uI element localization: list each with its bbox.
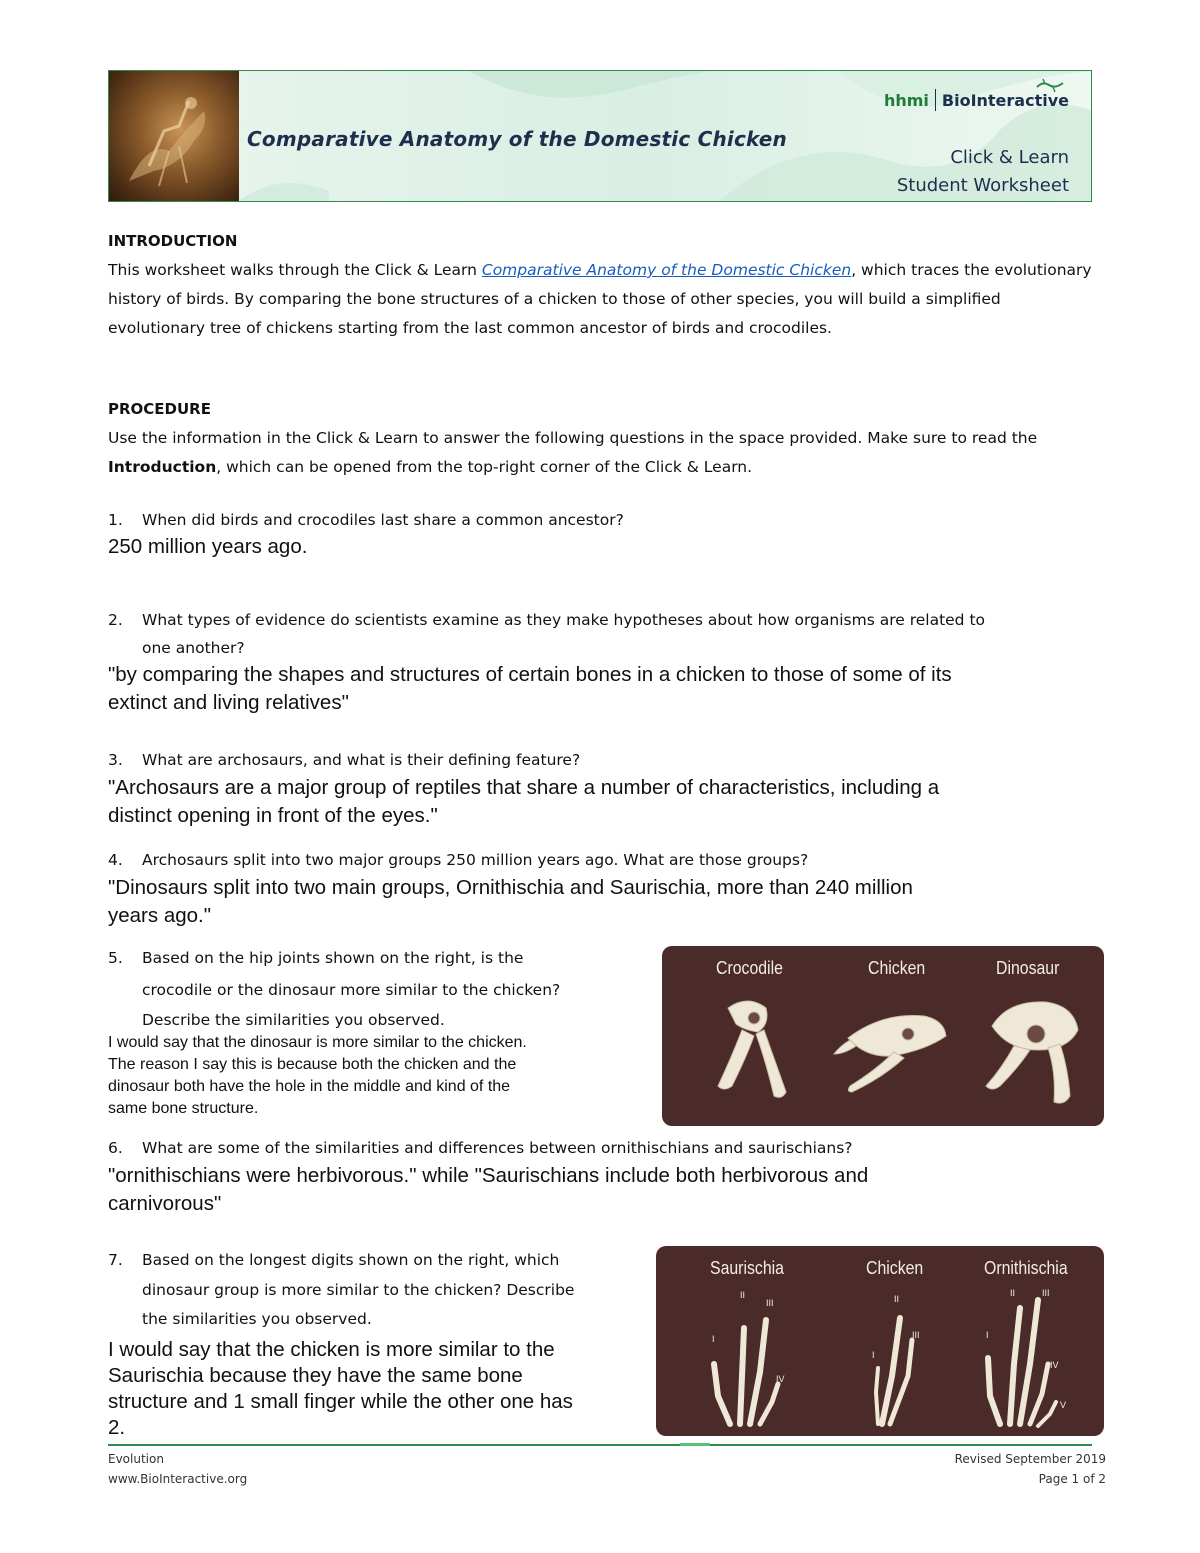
figure-label-crocodile: Crocodile bbox=[716, 958, 783, 978]
question-number: 2. bbox=[108, 611, 123, 629]
digits-figure bbox=[656, 1246, 1104, 1436]
question-number: 4. bbox=[108, 851, 123, 869]
saurischia-hand-icon bbox=[714, 1320, 778, 1424]
mark-chick-i: I bbox=[872, 1350, 875, 1360]
footer-revised: Revised September 2019 bbox=[954, 1452, 1106, 1466]
answer-7-line2[interactable]: Saurischia because they have the same bone bbox=[108, 1364, 523, 1387]
fossil-photo bbox=[109, 71, 239, 201]
answer-6-line2[interactable]: carnivorous" bbox=[108, 1192, 222, 1215]
question-text: Based on the longest digits shown on the right, which bbox=[142, 1251, 560, 1269]
mark-orn-i: I bbox=[986, 1330, 989, 1340]
question-number: 3. bbox=[108, 751, 123, 769]
intro-text-1: This worksheet walks through the Click & Learn bbox=[108, 261, 482, 279]
mark-orn-ii: II bbox=[1010, 1288, 1016, 1298]
mark-orn-iv: IV bbox=[1050, 1360, 1059, 1370]
figure-label-chicken: Chicken bbox=[868, 958, 926, 978]
answer-5-line3[interactable]: dinosaur both have the hole in the middle and kind of the bbox=[108, 1078, 511, 1095]
answer-5-line2[interactable]: The reason I say this is because both the chicken and the bbox=[108, 1056, 517, 1073]
intro-text-2: , which traces the evolutionary history of birds. By comparing the bone structures of a chicken to those of other species, you will build a simplified evolutionary tree of chickens starting from the last common ancestor of birds and crocodiles. bbox=[108, 261, 1092, 337]
mark-saur-iii: III bbox=[766, 1298, 774, 1308]
answer-4-line2[interactable]: years ago." bbox=[108, 904, 212, 927]
question-7-line3: the similarities you observed. bbox=[142, 1310, 372, 1328]
answer-7-line1[interactable]: I would say that the chicken is more similar to the bbox=[108, 1338, 555, 1361]
answer-3-line2[interactable]: distinct opening in front of the eyes." bbox=[108, 804, 438, 827]
question-text: Archosaurs split into two major groups 250 million years ago. What are those groups? bbox=[142, 851, 809, 869]
question-4 bbox=[108, 846, 808, 874]
procedure-text-2: , which can be opened from the top-right corner of the Click & Learn. bbox=[216, 458, 753, 476]
mark-orn-iii: III bbox=[1042, 1288, 1050, 1298]
brand-biointeractive: BioInteractive bbox=[941, 90, 1069, 110]
answer-2-line1[interactable]: "by comparing the shapes and structures of certain bones in a chicken to those of some of its bbox=[108, 663, 952, 686]
answer-7-line3[interactable]: structure and 1 small finger while the other one has bbox=[108, 1390, 573, 1413]
question-1 bbox=[108, 506, 624, 534]
answer-4-line1[interactable]: "Dinosaurs split into two main groups, Ornithischia and Saurischia, more than 240 million bbox=[108, 876, 913, 899]
subtitle-worksheet: Student Worksheet bbox=[896, 175, 1069, 196]
hip-bones-illustration bbox=[662, 946, 1104, 1126]
question-text: What types of evidence do scientists examine as they make hypotheses about how organisms are related to bbox=[142, 611, 986, 629]
answer-7-line4[interactable]: 2. bbox=[108, 1416, 126, 1439]
chicken-hip-icon bbox=[834, 1015, 946, 1092]
mark-orn-v: V bbox=[1060, 1400, 1067, 1410]
lizard-icon bbox=[1035, 77, 1065, 93]
mark-saur-i: I bbox=[712, 1334, 715, 1344]
ornithischia-hand-icon bbox=[988, 1300, 1056, 1426]
question-6 bbox=[108, 1134, 853, 1162]
figure-label-saurischia: Saurischia bbox=[710, 1258, 784, 1278]
brand-hhmi: hhmi bbox=[883, 90, 929, 110]
brand-divider bbox=[935, 89, 936, 111]
procedure-paragraph bbox=[108, 424, 1098, 482]
question-7 bbox=[108, 1246, 559, 1274]
answer-2-line2[interactable]: extinct and living relatives" bbox=[108, 691, 349, 714]
question-5-line2: crocodile or the dinosaur more similar to the chicken? bbox=[142, 981, 561, 999]
mark-chick-iii: III bbox=[912, 1330, 920, 1340]
dinosaur-hip-icon bbox=[986, 1002, 1078, 1103]
procedure-bold: Introduction bbox=[108, 458, 217, 476]
footer-divider bbox=[108, 1444, 1092, 1446]
procedure-heading: PROCEDURE bbox=[108, 400, 211, 418]
footer-page-number: Page 1 of 2 bbox=[1038, 1472, 1106, 1486]
procedure-text-1: Use the information in the Click & Learn to answer the following questions in the space provided. Make sure to read the bbox=[108, 429, 1038, 447]
header-banner bbox=[108, 70, 1092, 202]
question-text: What are archosaurs, and what is their defining feature? bbox=[142, 751, 581, 769]
brand-logo bbox=[884, 89, 1069, 111]
answer-6-line1[interactable]: "ornithischians were herbivorous." while "Saurischians include both herbivorous and bbox=[108, 1164, 869, 1187]
question-3 bbox=[108, 746, 580, 774]
worksheet-title: Comparative Anatomy of the Domestic Chicken bbox=[247, 127, 787, 151]
question-number: 7. bbox=[108, 1251, 123, 1269]
question-2-line2: one another? bbox=[142, 639, 245, 657]
figure-label-dinosaur: Dinosaur bbox=[996, 958, 1060, 978]
chicken-hand-icon bbox=[876, 1318, 912, 1424]
footer-website[interactable]: www.BioInteractive.org bbox=[108, 1472, 248, 1486]
mark-saur-iv: IV bbox=[776, 1374, 785, 1384]
question-number: 5. bbox=[108, 949, 123, 967]
fossil-image bbox=[109, 71, 239, 201]
digits-illustration bbox=[656, 1246, 1104, 1436]
answer-5-line4[interactable]: same bone structure. bbox=[108, 1100, 259, 1117]
answer-5-line1[interactable]: I would say that the dinosaur is more similar to the chicken. bbox=[108, 1034, 527, 1051]
footer-divider-accent bbox=[680, 1443, 710, 1446]
question-text: What are some of the similarities and differences between ornithischians and saurischians? bbox=[142, 1139, 853, 1157]
crocodile-hip-icon bbox=[718, 1001, 786, 1097]
question-number: 6. bbox=[108, 1139, 123, 1157]
question-text: Based on the hip joints shown on the right, is the bbox=[142, 949, 524, 967]
mark-chick-ii: II bbox=[894, 1294, 900, 1304]
figure-label-chicken: Chicken bbox=[866, 1258, 924, 1278]
question-5 bbox=[108, 944, 523, 972]
mark-saur-ii: II bbox=[740, 1290, 746, 1300]
answer-3-line1[interactable]: "Archosaurs are a major group of reptiles that share a number of characteristics, including a bbox=[108, 776, 940, 799]
intro-heading: INTRODUCTION bbox=[108, 232, 238, 250]
intro-paragraph bbox=[108, 256, 1098, 343]
question-number: 1. bbox=[108, 511, 123, 529]
subtitle-click-learn: Click & Learn bbox=[950, 147, 1069, 168]
question-5-line3: Describe the similarities you observed. bbox=[142, 1011, 445, 1029]
click-learn-link[interactable]: Comparative Anatomy of the Domestic Chicken bbox=[481, 261, 852, 279]
hip-joints-figure bbox=[662, 946, 1104, 1126]
question-7-line2: dinosaur group is more similar to the chicken? Describe bbox=[142, 1281, 575, 1299]
figure-label-ornithischia: Ornithischia bbox=[984, 1258, 1068, 1278]
footer-unit: Evolution bbox=[108, 1452, 164, 1466]
question-2 bbox=[108, 606, 985, 634]
question-text: When did birds and crocodiles last share a common ancestor? bbox=[142, 511, 624, 529]
answer-1[interactable]: 250 million years ago. bbox=[108, 535, 308, 558]
